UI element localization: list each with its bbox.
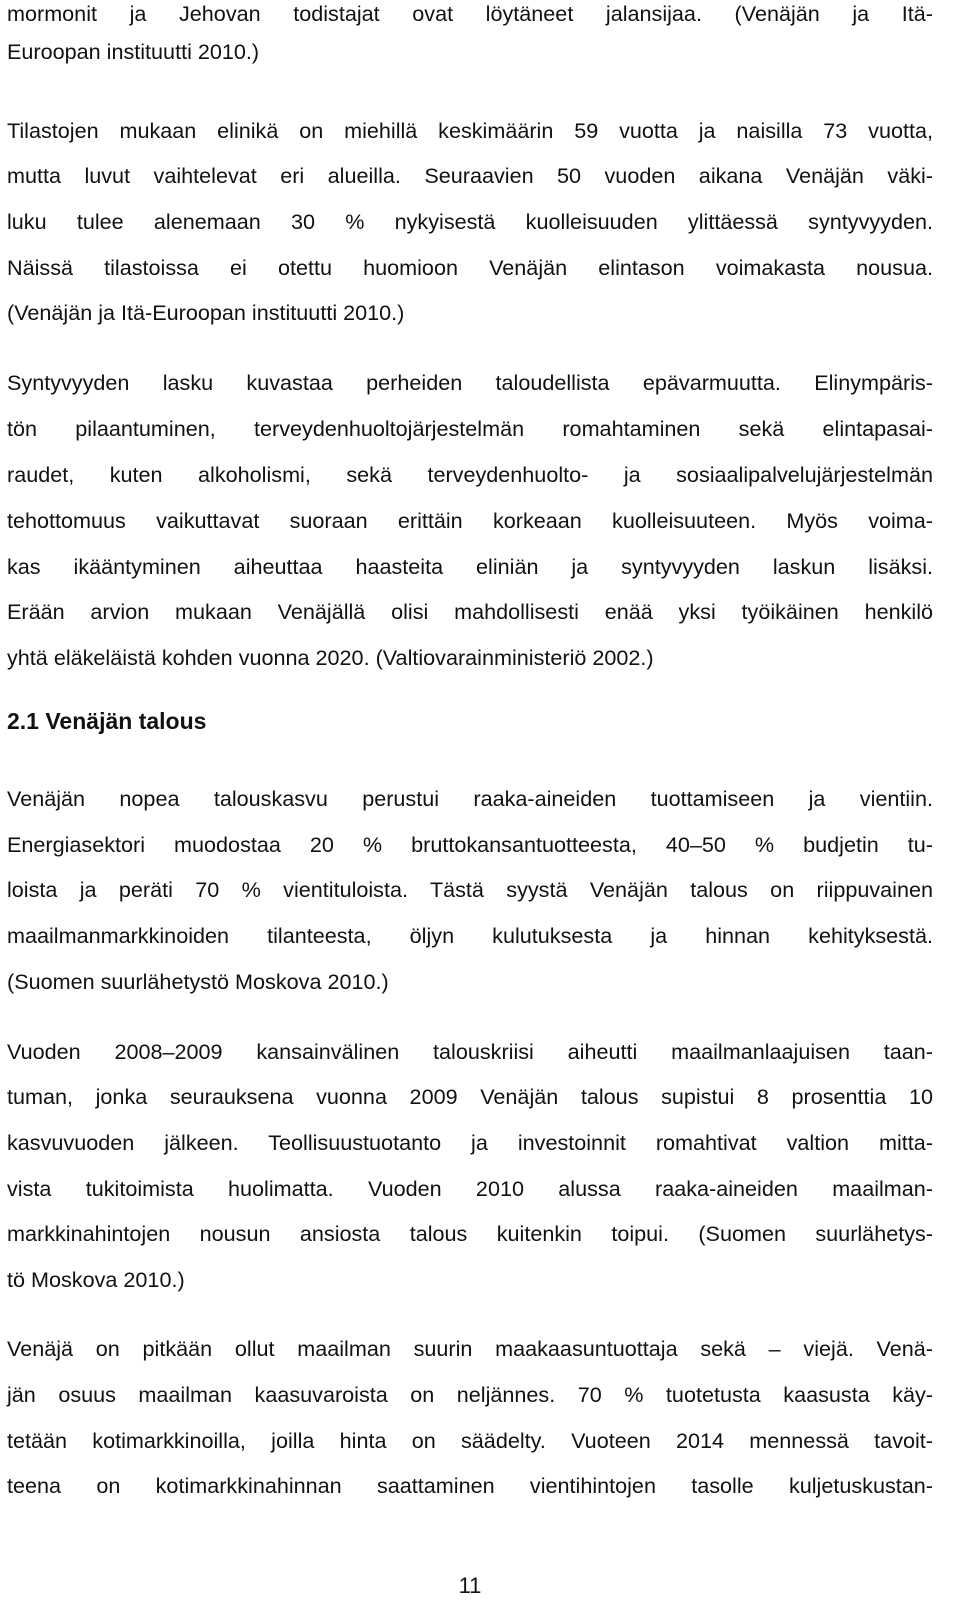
text-line: raudet, kuten alkoholismi, sekä terveydenhuolto- ja sosiaalipalvelujärjestelmän <box>7 462 933 487</box>
text-line: Venäjä on pitkään ollut maailman suurin maakaasuntuottaja sekä – viejä. Venä- <box>7 1336 933 1361</box>
page-number: 11 <box>458 1573 482 1598</box>
text-line: tehottomuus vaikuttavat suoraan erittäin korkeaan kuolleisuuteen. Myös voima- <box>7 508 933 533</box>
text-line: (Suomen suurlähetystö Moskova 2010.) <box>7 969 389 994</box>
text-line: luku tulee alenemaan 30 % nykyisestä kuolleisuuden ylittäessä syntyvyyden. <box>7 209 933 234</box>
text-line: tön pilaantuminen, terveydenhuoltojärjestelmän romahtaminen sekä elintapasai- <box>7 416 933 441</box>
text-line: mutta luvut vaihtelevat eri alueilla. Seuraavien 50 vuoden aikana Venäjän väki- <box>7 163 933 188</box>
text-line: mormonit ja Jehovan todistajat ovat löytäneet jalansijaa. (Venäjän ja Itä- <box>7 1 933 26</box>
text-line: jän osuus maailman kaasuvaroista on neljännes. 70 % tuotetusta kaasusta käy- <box>7 1382 933 1407</box>
text-line: vista tukitoimista huolimatta. Vuoden 2010 alussa raaka-aineiden maailman- <box>7 1176 933 1201</box>
text-line: maailmanmarkkinoiden tilanteesta, öljyn kulutuksesta ja hinnan kehityksestä. <box>7 923 933 948</box>
text-line: loista ja peräti 70 % vientituloista. Tästä syystä Venäjän talous on riippuvainen <box>7 877 933 902</box>
text-line: Energiasektori muodostaa 20 % bruttokansantuotteesta, 40–50 % budjetin tu- <box>7 832 933 857</box>
text-line: markkinahintojen nousun ansiosta talous kuitenkin toipui. (Suomen suurlähetys- <box>7 1221 933 1246</box>
section-heading: 2.1 Venäjän talous <box>7 708 207 734</box>
text-line: teena on kotimarkkinahinnan saattaminen vientihintojen tasolle kuljetuskustan- <box>7 1473 933 1498</box>
text-line: Venäjän nopea talouskasvu perustui raaka-aineiden tuottamiseen ja vientiin. <box>7 786 933 811</box>
text-line: tetään kotimarkkinoilla, joilla hinta on säädelty. Vuoteen 2014 mennessä tavoit- <box>7 1428 933 1453</box>
text-line: Erään arvion mukaan Venäjällä olisi mahdollisesti enää yksi työikäinen henkilö <box>7 599 933 624</box>
text-line: kasvuvuoden jälkeen. Teollisuustuotanto ja investoinnit romahtivat valtion mitta- <box>7 1130 933 1155</box>
text-line: Tilastojen mukaan elinikä on miehillä keskimäärin 59 vuotta ja naisilla 73 vuotta, <box>7 118 933 143</box>
text-line: (Venäjän ja Itä-Euroopan instituutti 2010.) <box>7 300 405 325</box>
text-line: Syntyvyyden lasku kuvastaa perheiden taloudellista epävarmuutta. Elinympäris- <box>7 370 933 395</box>
text-line: yhtä eläkeläistä kohden vuonna 2020. (Valtiovarainministeriö 2002.) <box>7 645 654 670</box>
text-line: tuman, jonka seurauksena vuonna 2009 Venäjän talous supistui 8 prosenttia 10 <box>7 1084 933 1109</box>
text-line: Näissä tilastoissa ei otettu huomioon Venäjän elintason voimakasta nousua. <box>7 255 933 280</box>
text-line: Vuoden 2008–2009 kansainvälinen talouskriisi aiheutti maailmanlaajuisen taan- <box>7 1039 933 1064</box>
text-line: kas ikääntyminen aiheuttaa haasteita eliniän ja syntyvyyden laskun lisäksi. <box>7 554 933 579</box>
text-line: Euroopan instituutti 2010.) <box>7 39 260 64</box>
text-line: tö Moskova 2010.) <box>7 1267 185 1292</box>
